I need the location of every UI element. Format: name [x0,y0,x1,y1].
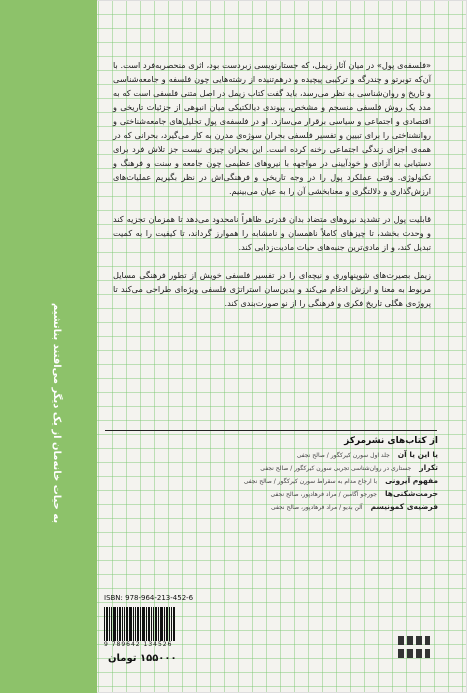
book-author: جلد اول سورن کیرکگور / صالح نجفی [296,452,390,459]
book-title: حرمت‌شکنی‌ها [384,489,438,498]
list-item [112,450,438,463]
book-author: جورجو آگامبن / مراد فرهادپور، صالح نجفی [270,491,377,498]
cover-description [113,58,431,310]
book-title: یا این یا آن [397,450,438,459]
list-item [112,476,438,489]
price-label: ۱۵۵۰۰۰ تومان [108,653,177,664]
book-title: فرضیه‌ی کمونیسم [370,502,438,511]
books-list-title: از کتاب‌های نشرمرکز [344,436,438,446]
spine-text: به حیات خانه‌مان از یک دیگر می‌افتند بناتشیم [51,302,62,524]
barcode [104,605,184,641]
book-author: با ارجاع مدام به سقراط سورن کیرکگور / صالح نجفی [243,478,378,485]
description-paragraph-2: قابلیت پول در تشدید نیروهای متضاد بدان قدرتی ظاهراً نامحدود می‌دهد تا همزمان تجزیه کند و وحدت بخشد، تا چیزهای کاملاً ناهمسان و نامشابه را هموارز گرداند، تا کیفیت را به کمیت تبدیل کند، و از مادی‌ترین جنبه‌های حیات مادیت‌زدایی کند. [113,214,431,252]
book-title: مفهوم آیرونی [385,476,438,485]
description-paragraph-1: «فلسفه‌ی پول» در میان آثار زیمل، که جستارنویسی زبردست بود، اثری منحصربه‌فرد است. با آن‌که توبرتو و چندرگه و ترکیبی پیچیده و درهم‌تنیده از رشته‌هایی چون فلسفه و جامعه‌شناسی و تاریخ و روان‌شناسی به نظر می‌رسد، باید گفت کتاب زیمل در اصل متنی فلسفی است که به مدد یک روش فلسفی منسجم و مشخص، پیوندی دیالکتیکی میان انبوهی از جزئیات تاریخی و اقتصادی و اجتماعی و سیاسی برقرار می‌سازد. او در فلسفه‌ی پول تحلیل‌های جامعه‌شناختی و روانشناختی را برای تبیین و تفسیر فلسفی بحران سوژه‌ی مدرن به کار می‌گیرد، بحرانی که در همه‌ی اجزای زندگی اجتماعی رخنه کرده است. این بحران چیزی نیست جز تلاش فرد برای دستیابی به آزادی و خودآیینی در مواجهه با نیروهای عظیمی چون جامعه و سنت و فرهنگ و تکنولوژی. وقتی عملکرد پول را در وجه تاریخی و فرهنگی‌اش در نظر بگیریم عملیات‌های ارزش‌گذاری و دلالتگری و معنابخشی آن را به عیان می‌بینیم. [113,60,431,196]
book-title: تکرار [419,463,438,472]
spine-strip [0,0,97,693]
publisher-books-list [112,436,438,515]
list-item [112,489,438,502]
isbn-label: ISBN: 978-964-213-452-6 [104,594,194,602]
nashr-markaz-logo-icon [396,632,432,662]
barcode-number: 9 789642 134526 [104,641,173,648]
book-author: آلن بدیو / مراد فرهادپور، صالح نجفی [270,504,363,511]
description-paragraph-3: زیمل بصیرت‌های شوپنهاوری و نیچه‌ای را در تفسیر فلسفی خویش از تطور فرهنگی مسایل مربوط به معنا و ارزش ادغام می‌کند و بدین‌سان استراتژی فلسفی ویژه‌ای طراحی می‌کند تا پروژه‌ی هگلی تاریخ فکری و فرهنگی را از نو صورت‌بندی کند. [113,270,431,308]
list-item [112,502,438,515]
list-item [112,463,438,476]
section-divider [105,430,437,431]
book-author: جستاری در روان‌شناسی تجربی سورن کیرکگور / صالح نجفی [260,465,412,472]
